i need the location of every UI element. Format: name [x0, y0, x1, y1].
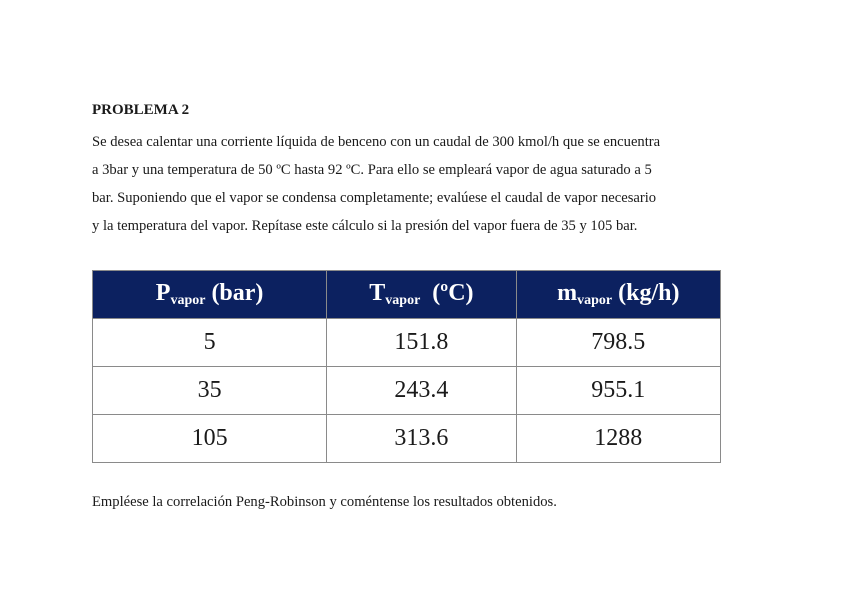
header-temperature: $T_{vapor}$ (ºC) [327, 271, 516, 319]
cell-mass-flow: 955.1 [516, 367, 720, 415]
problem-title: PROBLEMA 2 [92, 102, 190, 118]
cell-pressure: 35 [93, 367, 327, 415]
statement-line: y la temperatura del vapor. Repítase este cálculo si la presión del vapor fuera de 35 y 105 bar. [92, 218, 638, 234]
cell-temperature: 243.4 [327, 367, 516, 415]
cell-mass-flow: 798.5 [516, 319, 720, 367]
results-table [92, 270, 721, 463]
cell-mass-flow: 1288 [516, 415, 720, 463]
header-pressure: $P_{vapor}$ (bar) [93, 271, 327, 319]
table-row [93, 319, 721, 367]
table-header-row [93, 271, 721, 319]
table-row [93, 415, 721, 463]
statement-line: Se desea calentar una corriente líquida de benceno con un caudal de 300 kmol/h que se encuentra [92, 134, 661, 150]
table-row [93, 367, 721, 415]
footer-instruction: Empléese la correlación Peng-Robinson y coméntense los resultados obtenidos. [92, 494, 557, 510]
header-mass-flow: $m_{vapor}$ (kg/h) [516, 271, 720, 319]
problem-statement [92, 128, 732, 240]
cell-temperature: 151.8 [327, 319, 516, 367]
cell-pressure: 5 [93, 319, 327, 367]
cell-pressure: 105 [93, 415, 327, 463]
statement-line: bar. Suponiendo que el vapor se condensa completamente; evalúese el caudal de vapor necesario [92, 190, 657, 206]
cell-temperature: 313.6 [327, 415, 516, 463]
statement-line: a 3bar y una temperatura de 50 ºC hasta 92 ºC. Para ello se empleará vapor de agua saturado a 5 [92, 162, 652, 178]
